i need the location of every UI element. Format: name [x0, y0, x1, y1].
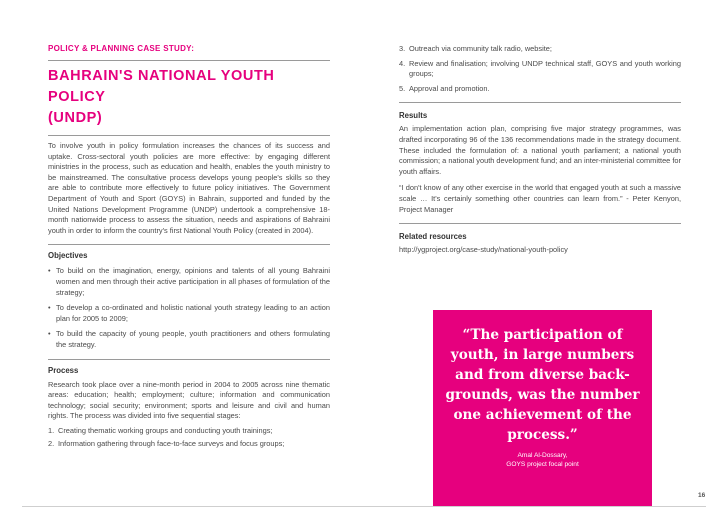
related-resources-link[interactable]: http://ygproject.org/case-study/national-youth-policy — [399, 245, 568, 255]
list-item: 5. Approval and promotion. — [399, 83, 490, 93]
process-heading: Process — [48, 365, 79, 375]
pull-quote-role: GOYS project focal point — [506, 461, 579, 468]
list-item: • To build the capacity of young people, youth practitioners and others formulating the strategy. — [48, 329, 330, 349]
divider — [48, 60, 330, 61]
page-number: 16 — [698, 492, 706, 499]
results-quote: “I don't know of any other exercise in the world that engaged youth at such a massive scale … It's certainly something other countries can learn from.” - Peter Kenyon, Project Manager — [399, 183, 681, 214]
divider — [48, 359, 330, 360]
footer-rule — [22, 506, 706, 507]
results-paragraph: An implementation action plan, comprising five major strategy programmes, was drafted incorporating 96 of the 136 recommendations made in the strategy document. These included the formulation of: a national youth parliament; a national youth commission; a national youth development fund; and an inter-ministerial committee for youth affairs. — [399, 124, 681, 176]
list-item: 2. Information gathering through face-to-face surveys and focus groups; — [48, 439, 285, 449]
divider — [48, 244, 330, 245]
divider — [48, 135, 330, 136]
divider — [399, 102, 681, 103]
list-item: 1. Creating thematic working groups and conducting youth trainings; — [48, 425, 273, 435]
intro-paragraph: To involve youth in policy formulation increases the chances of its success and uptake. Cross-sectoral youth policies are more effective: by engaging different ministries in the process, such as education and health, enables the youth ministry to be mainstreamed. The consultative process develops young people's skills so they are able to contribute more effectively to future policy initiatives. The Government Department of Youth and Sport (GOYS) in Bahrain, supported and funded by the United Nations Development Programme (UNDP) undertook a comprehensive 18-month nationwide process to assess the situation, needs and aspirations of Bahraini youth in order to inform the country's first National Youth Policy (created in 2004). — [48, 141, 330, 235]
title-line-1: BAHRAIN'S NATIONAL YOUTH POLICY — [48, 68, 275, 105]
left-column — [48, 44, 330, 450]
pull-quote-text: “The participation of youth, in large numbers and from diverse back- grounds, was the number one achievement of the process.” — [445, 327, 640, 443]
results-heading: Results — [399, 111, 428, 121]
title-line-2: (UNDP) — [48, 110, 103, 126]
case-study-kicker: POLICY & PLANNING CASE STUDY: — [48, 44, 195, 53]
process-paragraph: Research took place over a nine-month period in 2004 to 2005 across nine thematic areas: education; health; employment; culture; information and communication technology; social security; environment; sports and leisure and civil and human rights. The process was divided into five sequential stages: — [48, 379, 330, 421]
list-item: • To build on the imagination, energy, opinions and talents of all young Bahraini women and men through their active participation in all phases of formulation of the strategy; — [48, 266, 330, 297]
page-title — [48, 66, 330, 129]
list-item: 3. Outreach via community talk radio, website; — [399, 44, 552, 53]
objectives-heading: Objectives — [48, 251, 88, 261]
pull-quote — [433, 310, 652, 506]
divider — [399, 223, 681, 224]
list-item: 4. Review and finalisation; involving UNDP technical staff, GOYS and youth working groups; — [399, 58, 681, 79]
pull-quote-author: Amal Al-Dossary, — [517, 452, 568, 459]
related-resources-heading: Related resources — [399, 232, 467, 242]
right-column — [399, 44, 681, 256]
list-item: • To develop a co-ordinated and holistic national youth strategy leading to an action plan for 2005 to 2009; — [48, 303, 330, 323]
